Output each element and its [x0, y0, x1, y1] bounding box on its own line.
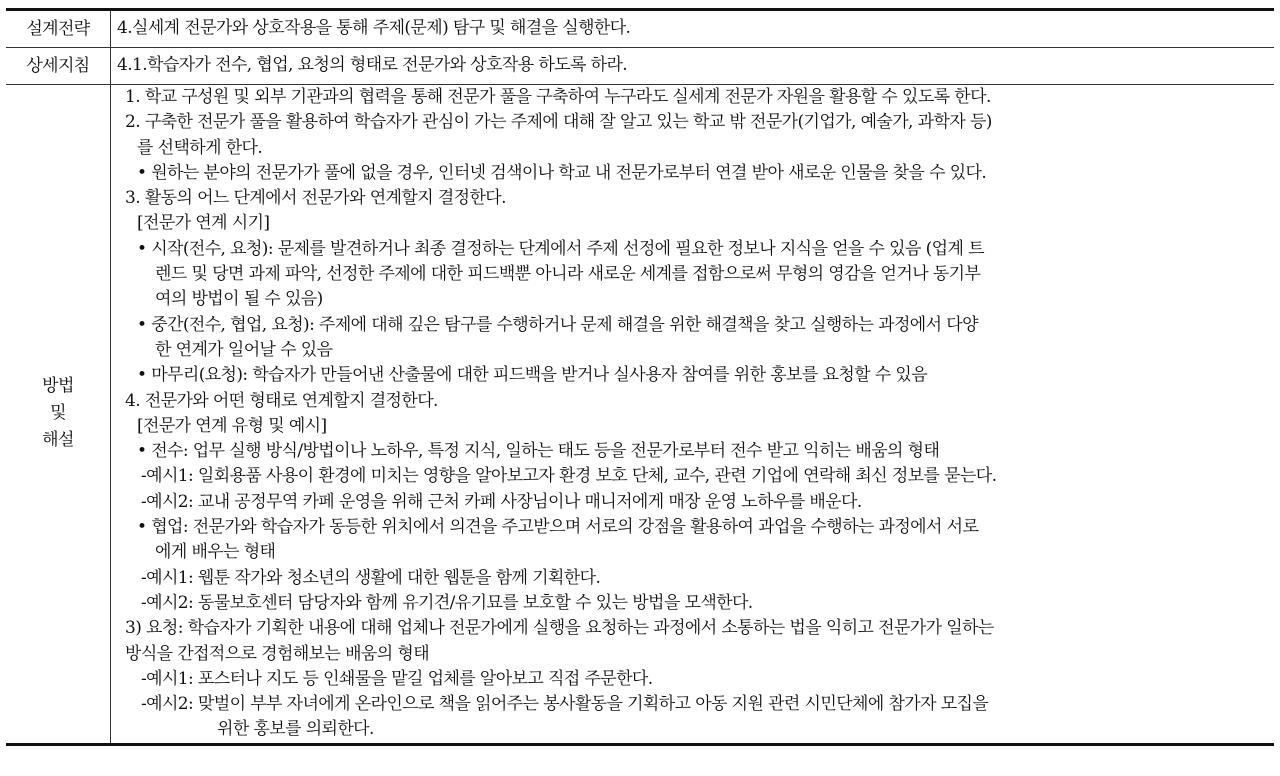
guideline-text: 4.1.학습자가 전수, 협업, 요청의 형태로 전문가와 상호작용 하도록 하라. — [111, 48, 1275, 85]
method-line: -예시2: 교내 공정무역 카페 운영을 위해 근처 카페 사장님이나 매니저에게 매장 운영 노하우를 배운다. — [141, 491, 862, 512]
strategy-row — [6, 10, 1274, 48]
method-line: 를 선택하게 한다. — [137, 137, 263, 158]
method-row — [6, 85, 1274, 745]
method-line: -예시1: 일회용품 사용이 환경에 미치는 영향을 알아보고자 환경 보호 단체, 교수, 관련 기업에 연락해 최신 정보를 묻는다. — [141, 466, 997, 487]
method-line: • 마무리(요청): 학습자가 만들어낸 산출물에 대한 피드백을 받거나 실사용자 참여를 위한 홍보를 요청할 수 있음 — [137, 365, 928, 386]
method-line: • 중간(전수, 협업, 요청): 주제에 대해 깊은 탐구를 수행하거나 문제 해결을 위한 해결책을 찾고 실행하는 과정에서 다양 — [137, 314, 978, 335]
guideline-label: 상세지침 — [6, 48, 111, 85]
method-line: -예시1: 포스터나 지도 등 인쇄물을 맡길 업체를 알아보고 직접 주문한다. — [141, 668, 653, 689]
design-strategy-table — [6, 8, 1274, 746]
method-line: -예시1: 웹툰 작가와 청소년의 생활에 대한 웹툰을 함께 기획한다. — [141, 567, 601, 588]
strategy-text: 4.실세계 전문가와 상호작용을 통해 주제(문제) 탐구 및 해결을 실행한다. — [111, 10, 1275, 48]
method-line: 3) 요청: 학습자가 기획한 내용에 대해 업체나 전문가에게 실행을 요청하는 과정에서 소통하는 법을 익히고 전문가가 일하는 — [125, 618, 994, 639]
method-label — [6, 85, 111, 745]
method-line: 렌드 및 당면 과제 파악, 선정한 주제에 대한 피드백뿐 아니라 새로운 세계를 접함으로써 무형의 영감을 얻거나 동기부 — [155, 264, 981, 285]
method-line: [전문가 연계 시기] — [137, 213, 270, 234]
method-line: -예시2: 동물보호센터 담당자와 함께 유기견/유기묘를 보호할 수 있는 방법을 모색한다. — [141, 592, 753, 613]
method-line: • 시작(전수, 요청): 문제를 발견하거나 최종 결정하는 단계에서 주제 선정에 필요한 정보나 지식을 얻을 수 있음 (업계 트 — [137, 238, 984, 259]
guideline-row — [6, 48, 1274, 85]
strategy-label: 설계전략 — [6, 10, 111, 48]
method-line: 3. 활동의 어느 단계에서 전문가와 연계할지 결정한다. — [125, 188, 506, 209]
method-line: 1. 학교 구성원 및 외부 기관과의 협력을 통해 전문가 풀을 구축하여 누구라도 실세계 전문가 자원을 활용할 수 있도록 한다. — [125, 87, 991, 107]
method-content — [111, 85, 1275, 745]
method-line: 한 연계가 일어날 수 있음 — [155, 339, 333, 360]
method-line: 위한 홍보를 의뢰한다. — [217, 719, 374, 740]
method-label-line: 방법 — [42, 376, 74, 397]
method-line: -예시2: 맞벌이 부부 자녀에게 온라인으로 책을 읽어주는 봉사활동을 기획하고 아동 지원 관련 시민단체에 참가자 모집을 — [141, 694, 989, 715]
method-line: 방식을 간접적으로 경험해보는 배움의 형태 — [125, 643, 430, 664]
method-line: 에게 배우는 형태 — [155, 542, 276, 563]
method-line: 2. 구축한 전문가 풀을 활용하여 학습자가 관심이 가는 주제에 대해 잘 알고 있는 학교 밖 전문가(기업가, 예술가, 과학자 등) — [125, 112, 992, 133]
method-label-line: 및 — [50, 403, 66, 424]
method-label-line: 해설 — [42, 430, 74, 451]
method-line: 4. 전문가와 어떤 형태로 연계할지 결정한다. — [125, 390, 438, 411]
method-line: [전문가 연계 유형 및 예시] — [137, 415, 327, 436]
method-line: • 원하는 분야의 전문가가 풀에 없을 경우, 인터넷 검색이나 학교 내 전문가로부터 연결 받아 새로운 인물을 찾을 수 있다. — [137, 162, 987, 183]
method-line: • 협업: 전문가와 학습자가 동등한 위치에서 의견을 주고받으며 서로의 강점을 활용하여 과업을 수행하는 과정에서 서로 — [137, 517, 979, 538]
method-line: • 전수: 업무 실행 방식/방법이나 노하우, 특정 지식, 일하는 태도 등을 전문가로부터 전수 받고 익히는 배움의 형태 — [137, 441, 940, 462]
method-line: 여의 방법이 될 수 있음) — [155, 289, 323, 310]
